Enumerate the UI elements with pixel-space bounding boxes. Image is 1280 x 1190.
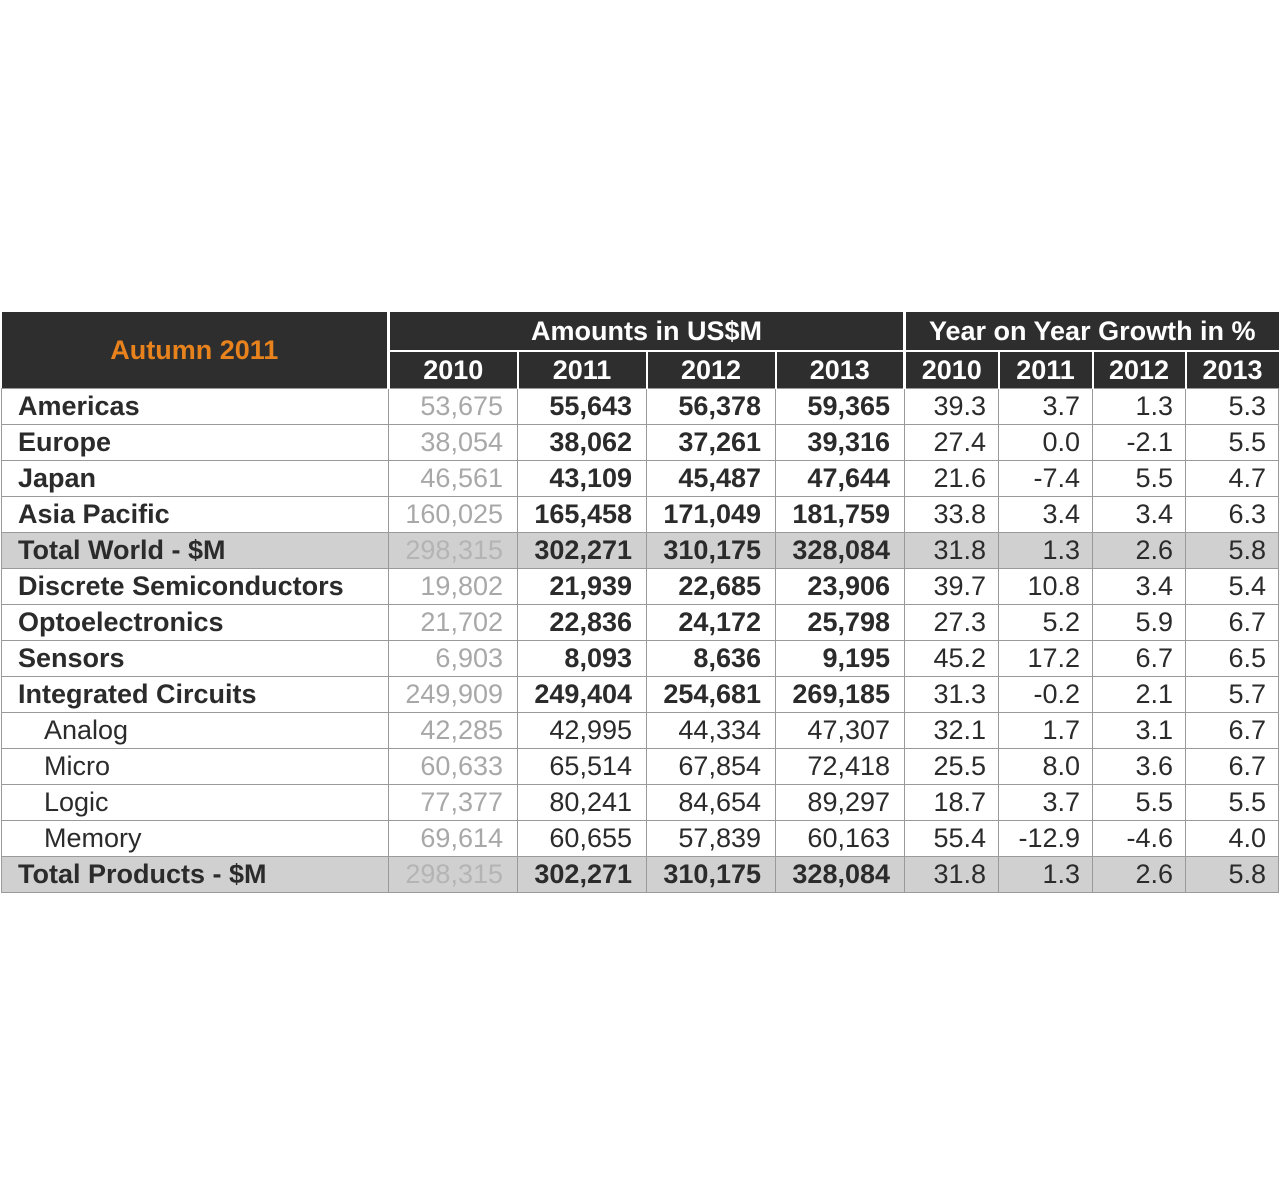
amount-cell: 298,315 (389, 857, 518, 893)
growth-cell: 5.5 (1186, 425, 1279, 461)
growth-cell: -0.2 (999, 677, 1093, 713)
amount-cell: 45,487 (647, 461, 776, 497)
row-label: Logic (2, 785, 389, 821)
growth-cell: 6.7 (1093, 641, 1186, 677)
amount-cell: 25,798 (776, 605, 905, 641)
amount-cell: 60,655 (518, 821, 647, 857)
growth-cell: 0.0 (999, 425, 1093, 461)
amount-cell: 23,906 (776, 569, 905, 605)
table-row (2, 569, 1279, 605)
amount-cell: 38,054 (389, 425, 518, 461)
amount-cell: 42,285 (389, 713, 518, 749)
table-body (2, 389, 1279, 893)
amount-year-header: 2013 (776, 351, 905, 389)
growth-cell: -12.9 (999, 821, 1093, 857)
table-row (2, 389, 1279, 425)
growth-cell: 31.8 (905, 533, 999, 569)
amount-cell: 171,049 (647, 497, 776, 533)
row-label: Micro (2, 749, 389, 785)
amount-cell: 6,903 (389, 641, 518, 677)
growth-year-header: 2012 (1093, 351, 1186, 389)
growth-cell: 45.2 (905, 641, 999, 677)
growth-cell: 6.3 (1186, 497, 1279, 533)
amount-cell: 65,514 (518, 749, 647, 785)
amount-cell: 57,839 (647, 821, 776, 857)
amount-cell: 298,315 (389, 533, 518, 569)
table-row (2, 641, 1279, 677)
amount-cell: 60,633 (389, 749, 518, 785)
amount-cell: 21,939 (518, 569, 647, 605)
growth-cell: 39.3 (905, 389, 999, 425)
amount-cell: 47,307 (776, 713, 905, 749)
growth-cell: 3.1 (1093, 713, 1186, 749)
growth-cell: 10.8 (999, 569, 1093, 605)
growth-cell: 39.7 (905, 569, 999, 605)
row-label: Asia Pacific (2, 497, 389, 533)
amount-cell: 37,261 (647, 425, 776, 461)
amount-cell: 249,404 (518, 677, 647, 713)
row-label: Optoelectronics (2, 605, 389, 641)
amount-cell: 249,909 (389, 677, 518, 713)
amount-cell: 165,458 (518, 497, 647, 533)
amount-cell: 80,241 (518, 785, 647, 821)
growth-cell: 5.9 (1093, 605, 1186, 641)
growth-cell: 2.6 (1093, 533, 1186, 569)
amount-cell: 38,062 (518, 425, 647, 461)
growth-cell: 1.7 (999, 713, 1093, 749)
amount-cell: 67,854 (647, 749, 776, 785)
growth-cell: 3.7 (999, 785, 1093, 821)
growth-year-header: 2011 (999, 351, 1093, 389)
row-label: Americas (2, 389, 389, 425)
growth-cell: 3.4 (1093, 497, 1186, 533)
amount-cell: 69,614 (389, 821, 518, 857)
amount-cell: 42,995 (518, 713, 647, 749)
amount-cell: 59,365 (776, 389, 905, 425)
amount-cell: 44,334 (647, 713, 776, 749)
table-row (2, 821, 1279, 857)
growth-cell: 32.1 (905, 713, 999, 749)
row-label: Integrated Circuits (2, 677, 389, 713)
row-label: Memory (2, 821, 389, 857)
growth-cell: 4.0 (1186, 821, 1279, 857)
total-row (2, 533, 1279, 569)
row-label: Sensors (2, 641, 389, 677)
growth-cell: 31.8 (905, 857, 999, 893)
growth-cell: 5.7 (1186, 677, 1279, 713)
amount-cell: 53,675 (389, 389, 518, 425)
growth-cell: 3.6 (1093, 749, 1186, 785)
growth-cell: 31.3 (905, 677, 999, 713)
amount-cell: 19,802 (389, 569, 518, 605)
table-row (2, 785, 1279, 821)
growth-cell: 1.3 (1093, 389, 1186, 425)
amount-cell: 8,093 (518, 641, 647, 677)
amount-cell: 269,185 (776, 677, 905, 713)
table-row (2, 461, 1279, 497)
growth-cell: 33.8 (905, 497, 999, 533)
growth-year-header: 2013 (1186, 351, 1279, 389)
amount-cell: 9,195 (776, 641, 905, 677)
amount-cell: 56,378 (647, 389, 776, 425)
amount-cell: 181,759 (776, 497, 905, 533)
growth-cell: 27.3 (905, 605, 999, 641)
growth-cell: 27.4 (905, 425, 999, 461)
growth-cell: 8.0 (999, 749, 1093, 785)
row-label: Europe (2, 425, 389, 461)
growth-cell: 5.5 (1093, 461, 1186, 497)
row-label: Total World - $M (2, 533, 389, 569)
amount-cell: 8,636 (647, 641, 776, 677)
growth-cell: 5.8 (1186, 533, 1279, 569)
growth-cell: 5.2 (999, 605, 1093, 641)
amount-cell: 47,644 (776, 461, 905, 497)
table-title: Autumn 2011 (2, 312, 389, 389)
growth-cell: 6.7 (1186, 713, 1279, 749)
amount-cell: 60,163 (776, 821, 905, 857)
table-row (2, 749, 1279, 785)
amount-year-header: 2010 (389, 351, 518, 389)
total-row (2, 857, 1279, 893)
growth-cell: 5.5 (1186, 785, 1279, 821)
amount-cell: 21,702 (389, 605, 518, 641)
amount-cell: 302,271 (518, 857, 647, 893)
growth-cell: 6.5 (1186, 641, 1279, 677)
forecast-table (1, 312, 1279, 893)
growth-cell: 3.7 (999, 389, 1093, 425)
amount-cell: 77,377 (389, 785, 518, 821)
growth-cell: 5.4 (1186, 569, 1279, 605)
row-label: Analog (2, 713, 389, 749)
amount-cell: 310,175 (647, 857, 776, 893)
table-row (2, 425, 1279, 461)
growth-cell: 6.7 (1186, 749, 1279, 785)
amount-cell: 22,685 (647, 569, 776, 605)
table-row (2, 713, 1279, 749)
growth-cell: -7.4 (999, 461, 1093, 497)
growth-cell: 3.4 (1093, 569, 1186, 605)
growth-cell: -4.6 (1093, 821, 1186, 857)
growth-cell: 6.7 (1186, 605, 1279, 641)
amount-cell: 160,025 (389, 497, 518, 533)
amount-cell: 39,316 (776, 425, 905, 461)
amount-cell: 72,418 (776, 749, 905, 785)
growth-cell: 5.5 (1093, 785, 1186, 821)
amount-cell: 328,084 (776, 857, 905, 893)
amount-cell: 46,561 (389, 461, 518, 497)
growth-cell: 25.5 (905, 749, 999, 785)
growth-cell: -2.1 (1093, 425, 1186, 461)
amount-cell: 328,084 (776, 533, 905, 569)
amount-cell: 84,654 (647, 785, 776, 821)
growth-year-header: 2010 (905, 351, 999, 389)
amounts-group-header: Amounts in US$M (389, 312, 905, 351)
amount-year-header: 2011 (518, 351, 647, 389)
amount-year-header: 2012 (647, 351, 776, 389)
amount-cell: 43,109 (518, 461, 647, 497)
amount-cell: 310,175 (647, 533, 776, 569)
growth-group-header: Year on Year Growth in % (905, 312, 1279, 351)
growth-cell: 5.8 (1186, 857, 1279, 893)
amount-cell: 254,681 (647, 677, 776, 713)
growth-cell: 3.4 (999, 497, 1093, 533)
growth-cell: 17.2 (999, 641, 1093, 677)
table-row (2, 605, 1279, 641)
growth-cell: 1.3 (999, 857, 1093, 893)
table-row (2, 497, 1279, 533)
growth-cell: 2.6 (1093, 857, 1186, 893)
amount-cell: 22,836 (518, 605, 647, 641)
amount-cell: 89,297 (776, 785, 905, 821)
growth-cell: 4.7 (1186, 461, 1279, 497)
row-label: Total Products - $M (2, 857, 389, 893)
row-label: Japan (2, 461, 389, 497)
growth-cell: 2.1 (1093, 677, 1186, 713)
amount-cell: 24,172 (647, 605, 776, 641)
row-label: Discrete Semiconductors (2, 569, 389, 605)
growth-cell: 21.6 (905, 461, 999, 497)
amount-cell: 55,643 (518, 389, 647, 425)
growth-cell: 18.7 (905, 785, 999, 821)
amount-cell: 302,271 (518, 533, 647, 569)
growth-cell: 55.4 (905, 821, 999, 857)
growth-cell: 5.3 (1186, 389, 1279, 425)
growth-cell: 1.3 (999, 533, 1093, 569)
table-row (2, 677, 1279, 713)
